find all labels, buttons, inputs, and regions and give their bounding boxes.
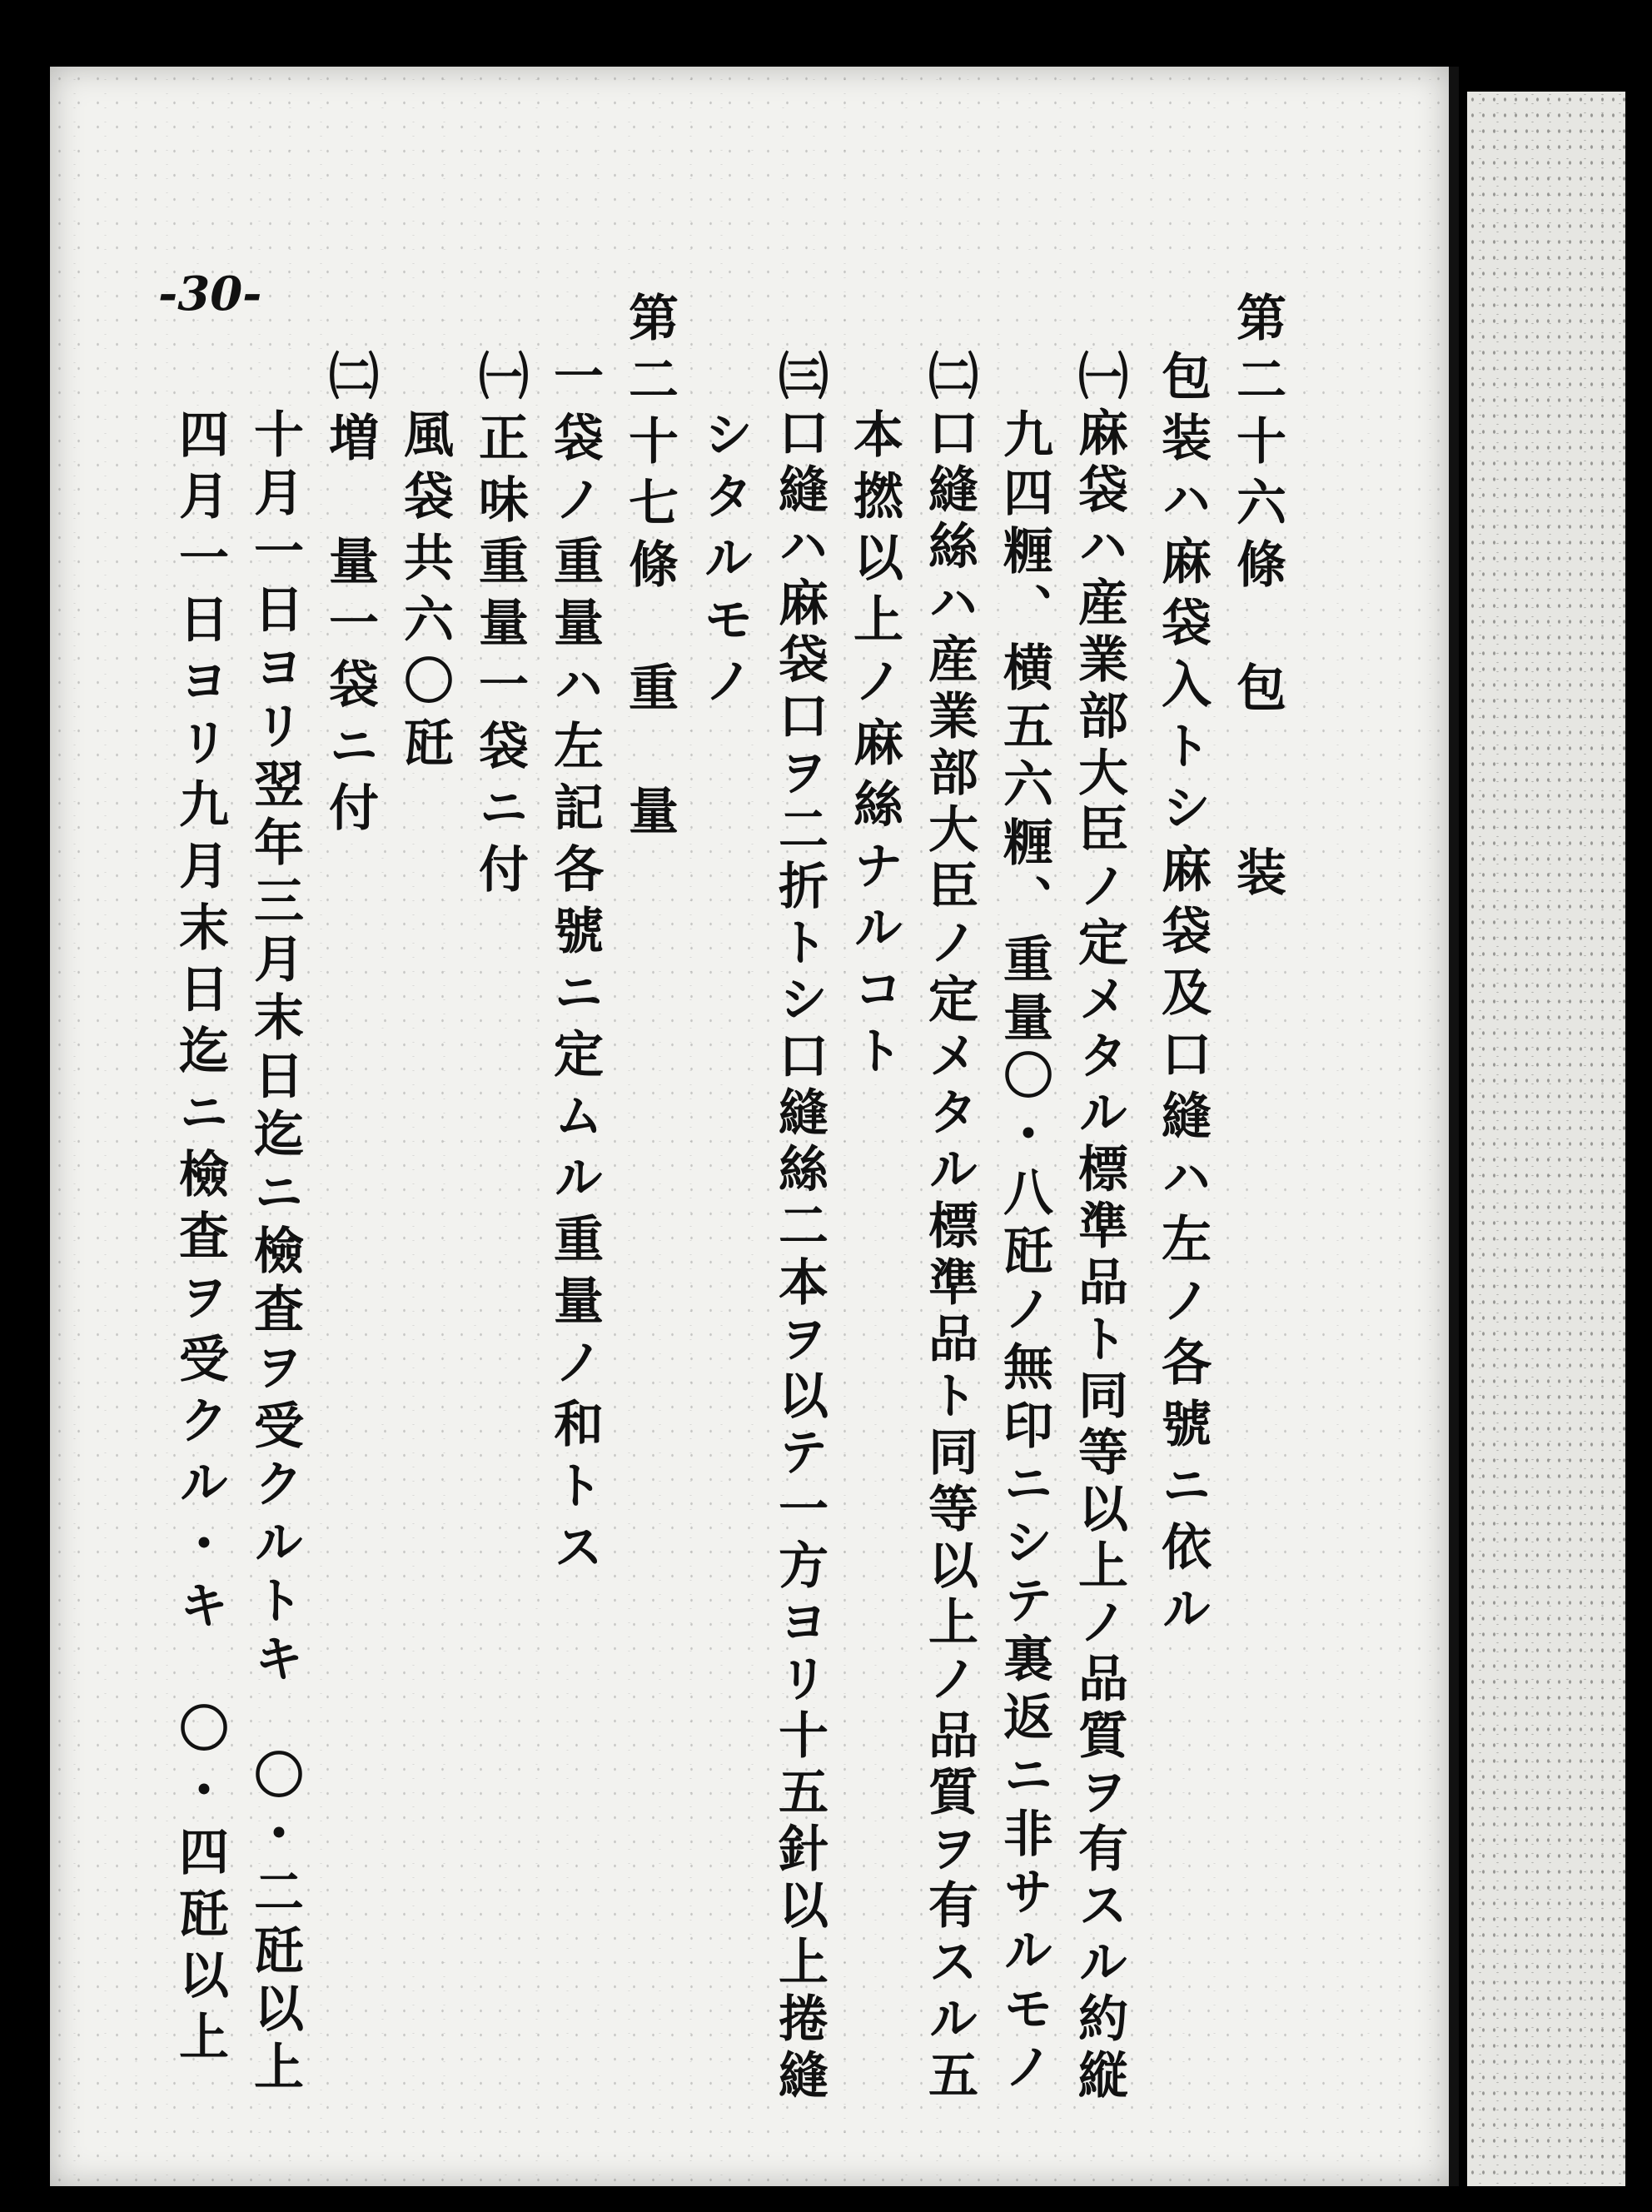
article-26-item-1-cont: 九四糎、横五六糎、重量〇・八瓩ノ無印ニシテ裏返ニ非サルモノ (995, 408, 1053, 2099)
article-26-item-2-cont: 本撚以上ノ麻絲ナルコト (845, 408, 903, 1086)
article-26-intro: 包装ハ麻袋入トシ麻袋及口縫ハ左ノ各號ニ依ル (1153, 350, 1212, 1644)
adjacent-page-strip (1467, 92, 1625, 2186)
article-27-item-2: ㈡増 量一袋ニ付 (321, 350, 379, 843)
article-26-item-3-cont: シタルモノ (695, 408, 754, 716)
article-27-item-2-oct-mar: 十月一日ヨリ翌年三月末日迄ニ檢査ヲ受クルトキ 〇・二瓩以上 (246, 408, 304, 2099)
article-27-heading: 第二十七條 重 量 (620, 291, 679, 846)
article-26-item-3: ㈢口縫ハ麻袋口ヲ二折トシ口縫絲二本ヲ以テ一方ヨリ十五針以上捲縫 (770, 350, 828, 2105)
article-27-item-1-value: 風袋共六〇瓩 (396, 408, 454, 778)
article-27-item-2-apr-sep: 四月一日ヨリ九月末日迄ニ檢査ヲ受クル・キ 〇・四瓩以上 (171, 408, 229, 2072)
article-27-intro: 一袋ノ重量ハ左記各號ニ定ムル重量ノ和トス (545, 350, 604, 1582)
article-26-item-2: ㈡口縫絲ハ産業部大臣ノ定メタル標準品ト同等以上ノ品質ヲ有スル五 (920, 350, 978, 2105)
article-27-item-1: ㈠正味重量一袋ニ付 (470, 350, 529, 904)
page-edge (1449, 67, 1459, 2186)
article-26-item-1: ㈠麻袋ハ産業部大臣ノ定メタル標準品ト同等以上ノ品質ヲ有スル約縦 (1070, 350, 1128, 2105)
article-26-heading: 第二十六條 包 装 (1228, 291, 1286, 908)
page-number: -30- (158, 267, 262, 321)
